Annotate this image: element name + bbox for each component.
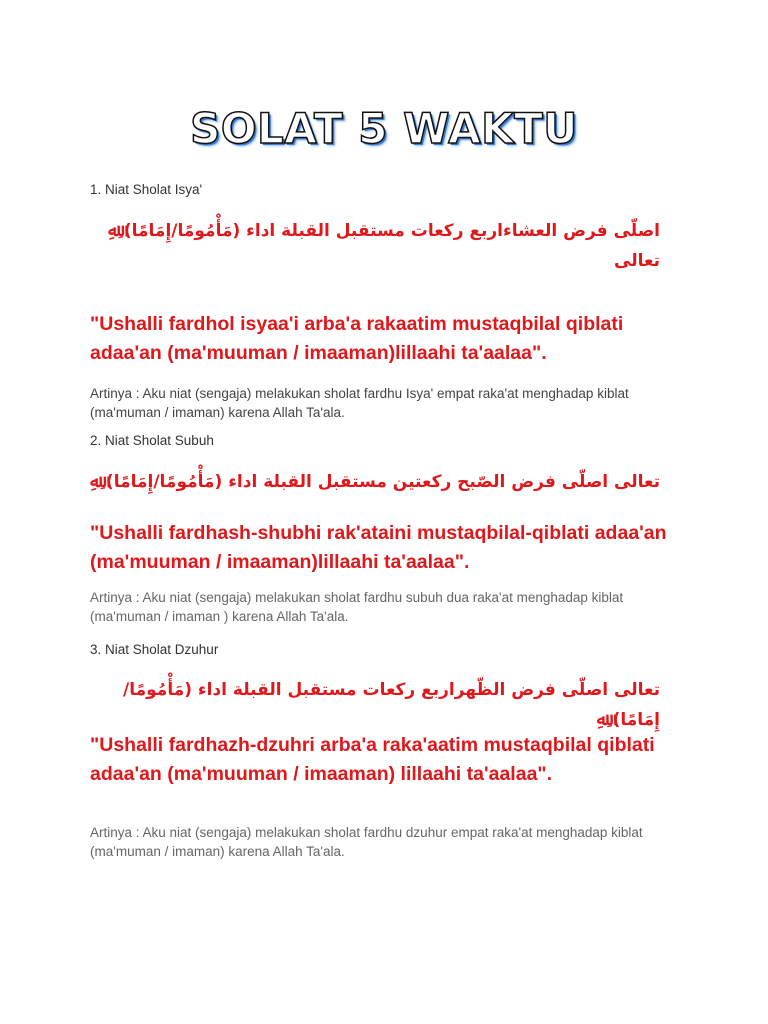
latin-niat-subuh: "Ushalli fardhash-shubhi rak'ataini mustaqbilal-qiblati adaa'an (ma'muuman / imaaman)lillaahi ta'aalaa". (90, 522, 667, 573)
meaning-subuh: Artinya : Aku niat (sengaja) melakukan sholat fardhu subuh dua raka'at menghadap kiblat (ma'muman / imaman ) karena Allah Ta'ala. (90, 590, 624, 624)
latin-niat-dzuhur: "Ushalli fardhazh-dzuhri arba'a raka'aatim mustaqbilal qiblati adaa'an (ma'muuman / imaaman) lillaahi ta'aalaa". (90, 734, 655, 785)
meaning-isya: Artinya : Aku niat (sengaja) melakukan sholat fardhu Isya' empat raka'at menghadap kiblat (ma'muman / imaman) karena Allah Ta'ala. (90, 386, 629, 420)
meaning-dzuhur: Artinya : Aku niat (sengaja) melakukan sholat fardhu dzuhur empat raka'at menghadap kiblat (ma'muman / imaman) karena Allah Ta'ala. (90, 825, 643, 859)
arabic-niat-subuh: تعالى اصلّى فرض الصّبح ركعتين مستقبل القبلة اداء (مَأْمُومًا/إِمَامًا) ِﷲِ (90, 472, 660, 492)
arabic-niat-isya: اصلّى فرض العشاءاربع ركعات مستقبل القبلة اداء (مَأْمُومًا/إِمَامًا) ِﷲِ تعالى (108, 221, 660, 271)
section-heading-isya: 1. Niat Sholat Isya' (90, 182, 203, 197)
arabic-niat-dzuhur: تعالى اصلّى فرض الظّهراربع ركعات مستقبل القبلة اداء (مَأْمُومًا/إِمَامًا) ِﷲِ (123, 680, 660, 730)
latin-niat-isya: "Ushalli fardhol isyaa'i arba'a rakaatim mustaqbilal qiblati adaa'an (ma'muuman / imaaman)lillaahi ta'aalaa". (90, 313, 624, 364)
section-heading-dzuhur: 3. Niat Sholat Dzuhur (90, 642, 219, 657)
section-heading-subuh: 2. Niat Sholat Subuh (90, 433, 214, 448)
page-title: SOLAT 5 WAKTU (190, 104, 578, 153)
